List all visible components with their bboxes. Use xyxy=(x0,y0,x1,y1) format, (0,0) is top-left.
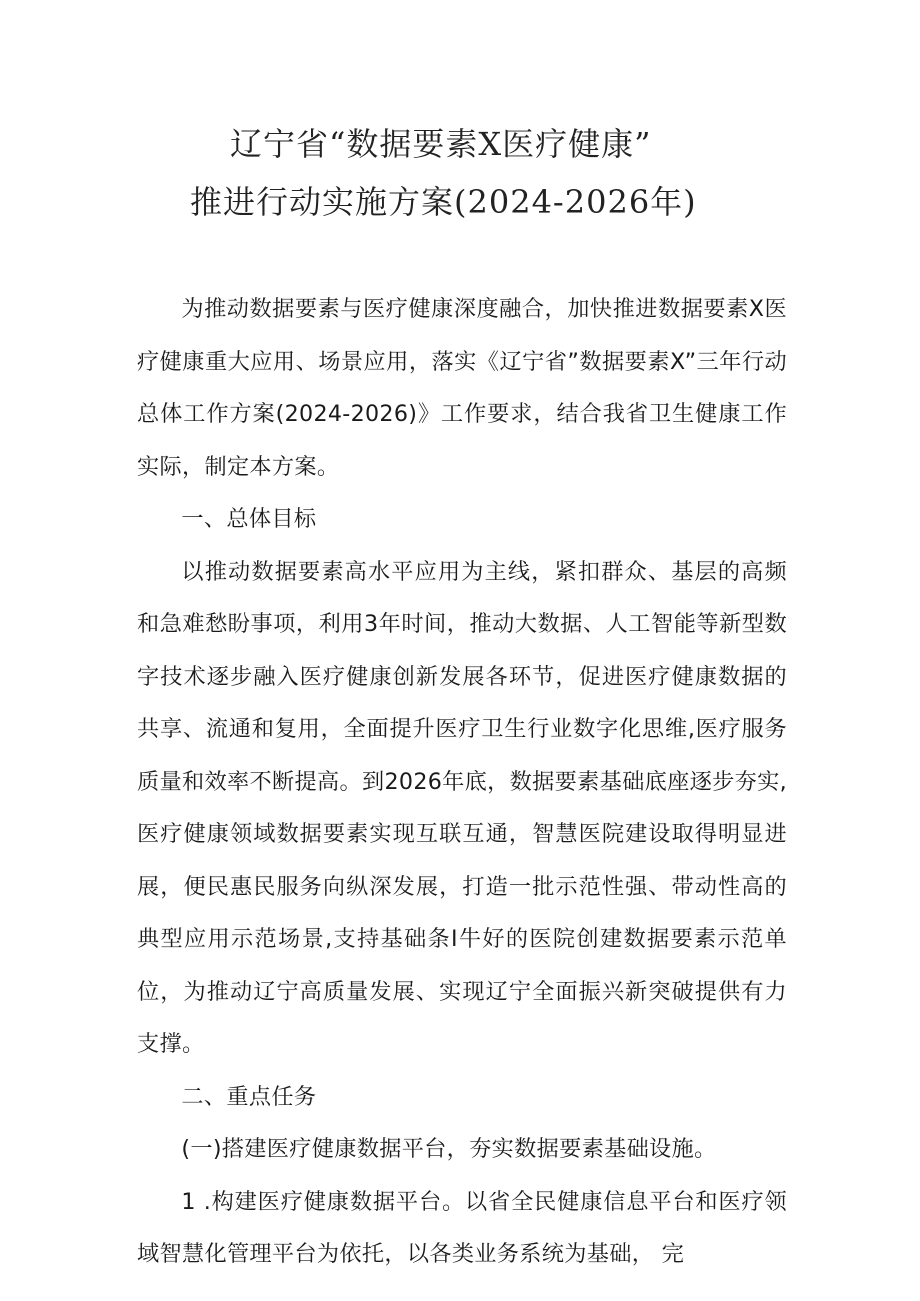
subsection-heading-data-platform: (一)搭建医疗健康数据平台，夯实数据要素基础设施。 xyxy=(181,1136,717,1162)
section-heading-overall-goals: 一、总体目标 xyxy=(181,506,317,532)
document-title-line-1: 辽宁省“数据要素X医疗健康” xyxy=(230,125,652,163)
goals-paragraph: 以推动数据要素高水平应用为主线，紧扣群众、基层的高频和急难愁盼事项，利用3年时间，推动大数据、人工智能等新型数字技术逐步融入医疗健康创新发展各环节，促进医疗健康数据的共享、流通和复用，全面提升医疗卫生行业数字化思维,医疗服务质量和效率不断提高。到2026年底，数据要素基础底座逐步夯实,医疗健康领域数据要素实现互联互通，智慧医院建设取得明显进展，便民惠民服务向纵深发展，打造一批示范性强、带动性高的典型应用示范场景,支持基础条I牛好的医院创建数据要素示范单位，为推动辽宁高质量发展、实现辽宁全面振兴新突破提供有力支撑。 xyxy=(137,558,787,1057)
task-item-1: 1 .构建医疗健康数据平台。以省全民健康信息平台和医疗领域智慧化管理平台为依托，以各类业务系统为基础， 完 xyxy=(137,1188,787,1267)
section-heading-key-tasks: 二、重点任务 xyxy=(181,1083,317,1110)
document-title-line-2: 推进行动实施方案(2024-2026年) xyxy=(190,183,697,221)
document-body xyxy=(137,283,787,1281)
intro-paragraph: 为推动数据要素与医疗健康深度融合，加快推进数据要素X医疗健康重大应用、场景应用，落实《辽宁省”数据要素X”三年行动总体工作方案(2024-2026)》工作要求，结合我省卫生健康工作实际，制定本方案。 xyxy=(137,296,787,480)
